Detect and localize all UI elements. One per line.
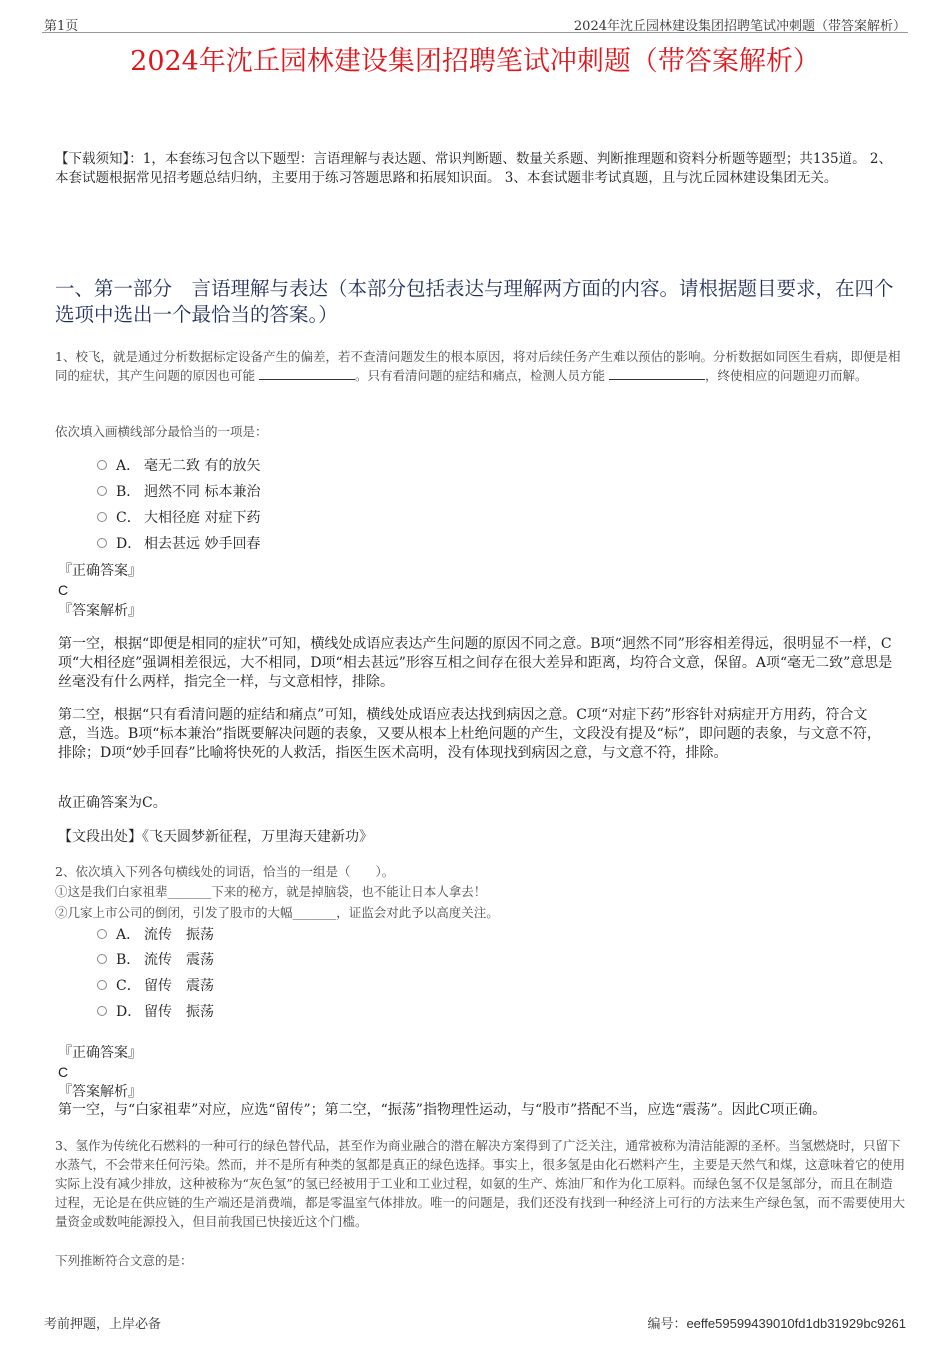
question-2-sentence-2: ②几家上市公司的倒闭，引发了股市的大幅_______，证监会对此予以高度关注。 [55,905,499,920]
q1-option-a[interactable]: A． 毫无二致 有的放矢 [97,456,260,476]
question-2-stem: 2、依次填入下列各句横线处的词语，恰当的一组是（ ）。 [55,864,395,879]
footer-slogan: 考前押题，上岸必备 [44,1317,162,1332]
blank-2 [609,367,705,380]
q1-conclusion: 故正确答案为C。 [58,795,167,811]
q2-analysis-label: 『答案解析』 [58,1084,142,1100]
q2-option-a[interactable]: A． 流传 振荡 [97,925,214,945]
header-doc-title: 2024年沈丘园林建设集团招聘笔试冲刺题（带答案解析） [573,19,906,34]
document-title: 2024年沈丘园林建设集团招聘笔试冲刺题（带答案解析） [130,46,820,77]
q1-option-c[interactable]: C． 大相径庭 对症下药 [97,508,260,528]
radio-icon[interactable] [97,512,107,522]
footer-serial: 编号：eeffe59599439010fd1db31929bc9261 [647,1316,906,1331]
q2-analysis: 第一空，与“白家祖辈”对应，应选“留传”；第二空，“振荡”指物理性运动，与“股市”搭配不当，应选“震荡”。因此C项正确。 [58,1102,827,1118]
q1-analysis-label: 『答案解析』 [58,603,142,619]
page-header [42,12,908,33]
q2-option-d[interactable]: D． 留传 振荡 [97,1002,214,1022]
q1-answer: C [58,582,69,598]
q2-option-b[interactable]: B． 流传 震荡 [97,950,214,970]
q1-source: 【文段出处】《飞天圆梦新征程，万里海天建新功》 [58,829,373,845]
q1-analysis-paragraph-1: 第一空，根据“即便是相同的症状”可知，横线处成语应表达产生问题的原因不同之意。B项“迥然不同”形容相差得远，很明显不一样，C项“大相径庭”强调相差很远，大不相同，D项“相去甚远”形容互相之间存在很大差异和距离，均符合文意，保留。A项“毫无二致”意思是丝毫没有什么两样，指完全一样，与文意相悖，排除。 [58,636,893,690]
q2-option-c[interactable]: C． 留传 震荡 [97,976,214,996]
page-number: 第1页 [44,19,79,34]
q1-option-d[interactable]: D． 相去甚远 妙手回春 [97,534,260,554]
radio-icon[interactable] [97,460,107,470]
radio-icon[interactable] [97,538,107,548]
radio-icon[interactable] [97,929,107,939]
question-3-prompt: 下列推断符合文意的是： [55,1253,193,1268]
question-1-stem: 1、校飞，就是通过分析数据标定设备产生的偏差，若不查清问题发生的根本原因，将对后续任务产生难以预估的影响。分析数据如同医生看病，即便是相同的症状，其产生问题的原因也可能 。只有看清问题的症结和痛点，检测人员方能 ，终使相应的问题迎刃而解。 [55,349,901,383]
q2-answer-label: 『正确答案』 [58,1045,142,1061]
question-2-sentence-1: ①这是我们白家祖辈_______下来的秘方，就是掉脑袋，也不能让日本人拿去！ [55,884,487,899]
q1-answer-label: 『正确答案』 [58,563,142,579]
radio-icon[interactable] [97,954,107,964]
section-heading: 一、第一部分 言语理解与表达（本部分包括表达与理解两方面的内容。请根据题目要求，在四个选项中选出一个最恰当的答案。） [55,277,894,326]
radio-icon[interactable] [97,1006,107,1016]
download-notice: 【下载须知】：1，本套练习包含以下题型：言语理解与表达题、常识判断题、数量关系题、判断推理题和资料分析题等题型；共135道。 2、本套试题根据常见招考题总结归纳，主要用于练习答题思路和拓展知识面。 3、本套试题非考试真题，且与沈丘园林建设集团无关。 [55,151,892,186]
question-1-prompt: 依次填入画横线部分最恰当的一项是： [55,424,268,439]
q1-option-b[interactable]: B． 迥然不同 标本兼治 [97,482,260,502]
radio-icon[interactable] [97,980,107,990]
q2-answer: C [58,1064,69,1080]
q1-analysis-paragraph-2: 第二空，根据“只有看清问题的症结和痛点”可知，横线处成语应表达找到病因之意。C项“对症下药”形容针对病症开方用药，符合文意，当选。B项“标本兼治”指既要解决问题的表象，又要从根本上杜绝问题的产生，文段没有提及“标”，即问题的表象，与文意不符，排除；D项“妙手回春”比喻将快死的人救活，指医生医术高明，没有体现找到病因之意，与文意不符，排除。 [58,707,881,761]
blank-1 [259,367,355,380]
question-3-stem: 3、氢作为传统化石燃料的一种可行的绿色替代品，甚至作为商业融合的潜在解决方案得到了广泛关注，通常被称为清洁能源的圣杯。当氢燃烧时，只留下水蒸气，不会带来任何污染。然而，并不是所有种类的氢都是真正的绿色选择。事实上，很多氢是由化石燃料产生，主要是天然气和煤，这意味着它的使用实际上没有减少排放，这种被称为“灰色氢”的氢已经被用于工业和工业过程，如氨的生产、炼油厂和作为化工原料。而绿色氢不仅是氢部分，而且在制造过程，无论是在供应链的生产端还是消费端，都是零温室气体排放。唯一的问题是，我们还没有找到一种经济上可行的方法来生产绿色氢，而不需要使用大量资金或数吨能源投入，但目前我国已快接近这个门槛。 [55,1138,906,1229]
radio-icon[interactable] [97,486,107,496]
